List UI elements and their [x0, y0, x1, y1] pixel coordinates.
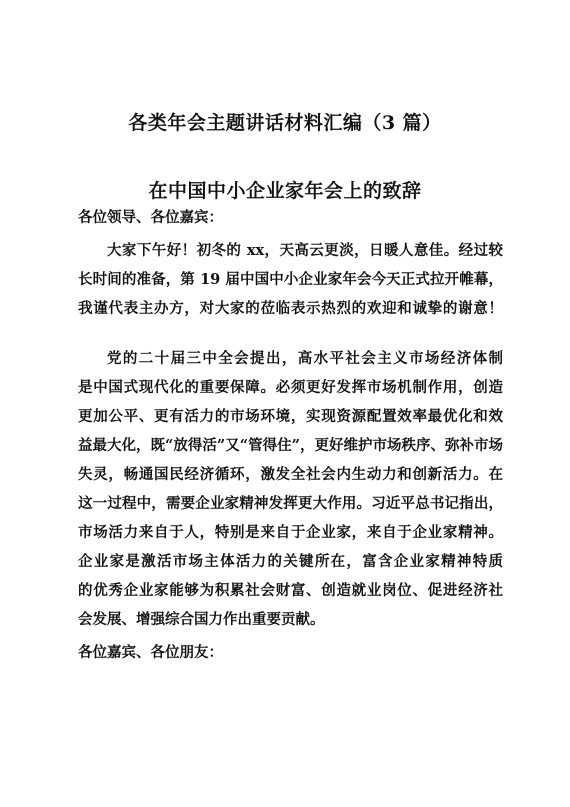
paragraph-line: 失灵，畅通国民经济循环，激发全社会内生动力和创新活力。在 [78, 466, 503, 483]
speech-title: 在中国中小企业家年会上的致辞 [148, 180, 422, 202]
paragraph-line: 企业家是激活市场主体活力的关键所在，富含企业家精神特质 [78, 553, 503, 570]
paragraph-line: 大家下午好！初冬的 xx，天高云更淡，日暖人意佳。经过较 [107, 242, 503, 259]
document-title: 各类年会主题讲话材料汇编（3 篇） [128, 112, 442, 134]
salutation: 各位领导、各位嘉宾： [78, 209, 223, 226]
paragraph-line: 更加公平、更有活力的市场环境，实现资源配置效率最优化和效 [78, 408, 503, 425]
paragraph-line: 市场活力来自于人，特别是来自于企业家，来自于企业家精神。 [78, 524, 503, 541]
paragraph-line: 是中国式现代化的重要保障。必须更好发挥市场机制作用，创造 [78, 379, 503, 396]
paragraph-line: 会发展、增强综合国力作出重要贡献。 [78, 611, 325, 628]
paragraph-body [78, 344, 503, 634]
paragraph-line: 党的二十届三中全会提出，高水平社会主义市场经济体制 [107, 350, 503, 367]
paragraph-opening [78, 236, 503, 323]
paragraph-line: 我谨代表主办方，对大家的莅临表示热烈的欢迎和诚挚的谢意！ [78, 300, 503, 317]
paragraph-line: 这一过程中，需要企业家精神发挥更大作用。习近平总书记指出， [78, 495, 503, 512]
paragraph-line: 长时间的准备，第 19 届中国中小企业家年会今天正式拉开帷幕， [78, 271, 503, 288]
paragraph-line: 的优秀企业家能够为积累社会财富、创造就业岗位、促进经济社 [78, 582, 503, 599]
salutation: 各位嘉宾、各位朋友： [78, 644, 223, 661]
paragraph-line: 益最大化，既“放得活”又“管得住”，更好维护市场秩序、弥补市场 [78, 437, 503, 454]
